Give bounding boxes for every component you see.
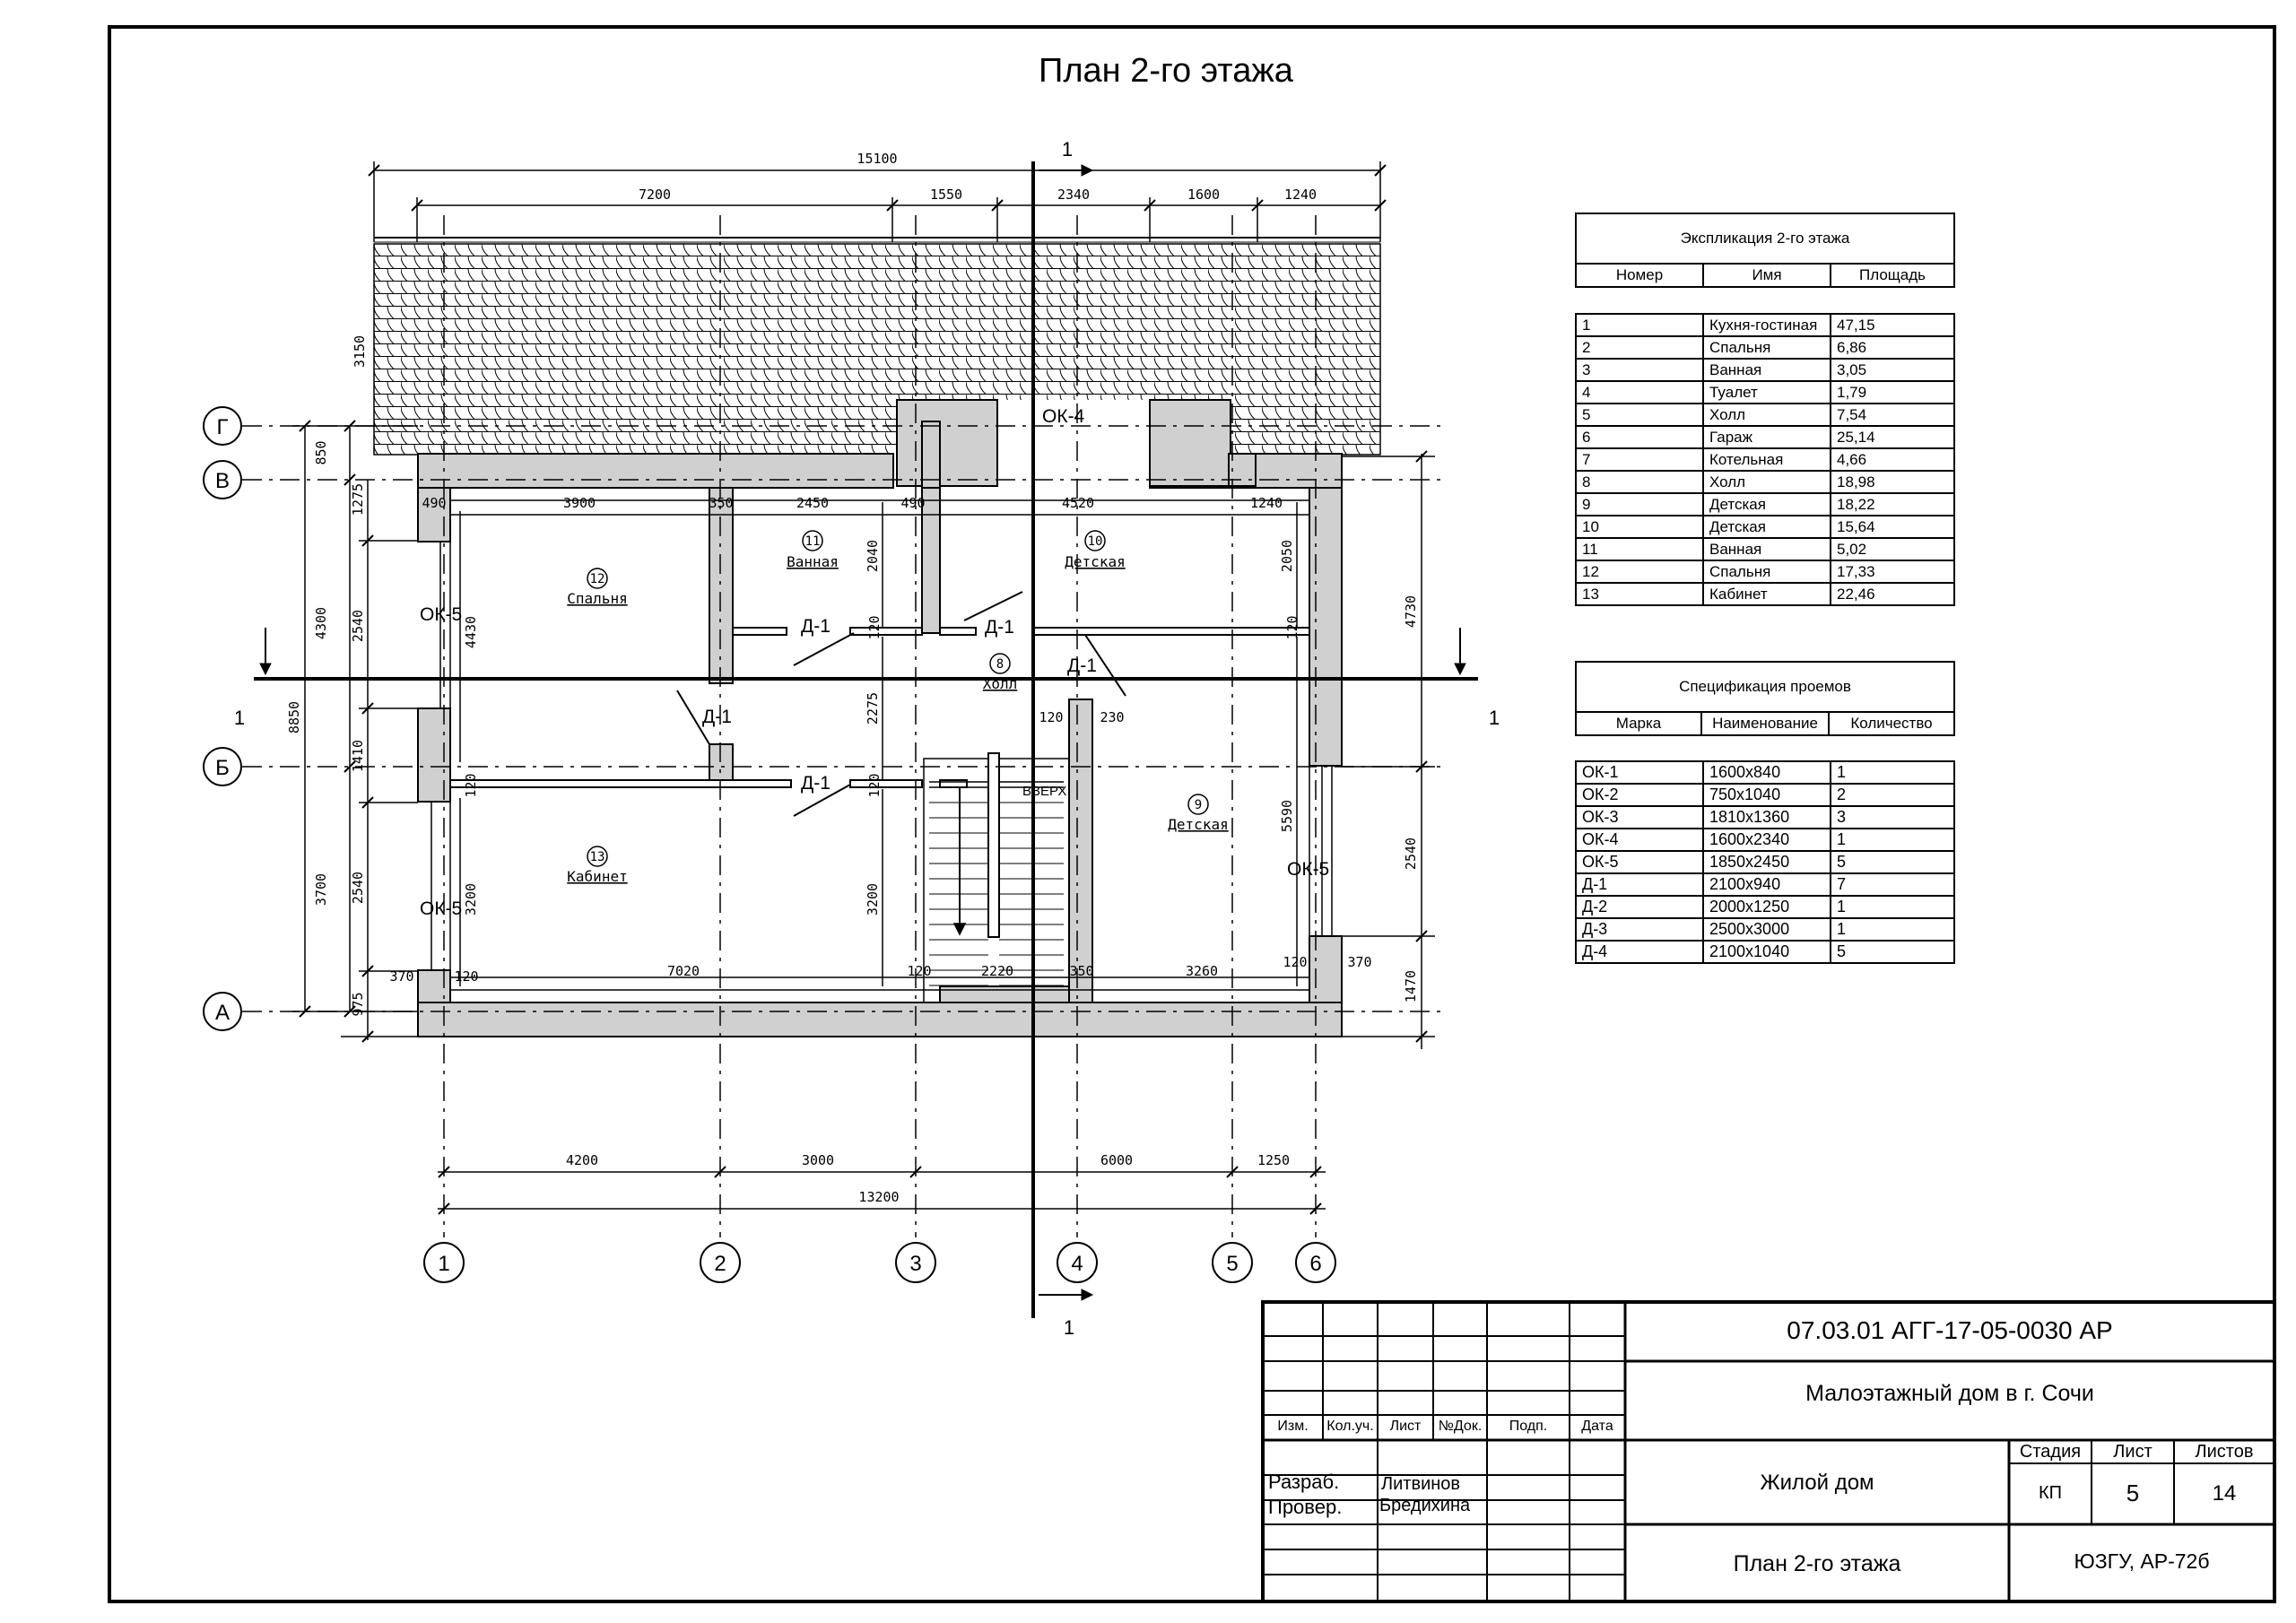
cell-area: 3,05: [1831, 359, 1954, 381]
dim-v-3200b: 3200: [865, 882, 881, 916]
stamp-hdr-izm: Изм.: [1277, 1419, 1309, 1434]
cell-mark: ОК-1: [1576, 761, 1703, 784]
table-row: [1576, 784, 1954, 806]
dim-top-5: 1240: [1283, 187, 1318, 203]
cell-name: Детская: [1703, 493, 1831, 516]
dim-b-370b: 370: [1347, 954, 1372, 970]
dim-230-stair: 230: [1100, 709, 1125, 725]
stamp-building: Жилой дом: [1760, 1471, 1874, 1495]
table-row: [1576, 471, 1954, 493]
explication-table: [1575, 313, 1955, 606]
section-label-top: 1: [1061, 138, 1074, 161]
table-row: [1576, 560, 1954, 583]
stamp-sheets-label: Листов: [2195, 1442, 2254, 1462]
cell-number: 6: [1576, 426, 1703, 448]
stamp-sheet-value: 5: [2126, 1480, 2140, 1506]
opening-d1-left: Д-1: [702, 707, 732, 727]
dim-top-2: 1550: [929, 187, 963, 203]
cell-area: 5,02: [1831, 538, 1954, 560]
table-row: [1576, 873, 1954, 896]
specification-title: Спецификация проемов: [1576, 662, 1954, 712]
table-row: [1576, 426, 1954, 448]
cell-mark: ОК-3: [1576, 806, 1703, 829]
opening-d1-bath: Д-1: [801, 616, 831, 637]
stamp-sheet-label: Лист: [2113, 1442, 2152, 1462]
table-row: [1576, 918, 1954, 941]
stamp-project: Малоэтажный дом в г. Сочи: [1805, 1381, 2094, 1406]
cell-area: 18,98: [1831, 471, 1954, 493]
cell-area: 4,66: [1831, 448, 1954, 471]
cell-name: Кабинет: [1703, 583, 1831, 605]
axis-label-4: 4: [1071, 1252, 1083, 1276]
axis-label-3: 3: [909, 1252, 922, 1276]
section-label-right: 1: [1488, 707, 1500, 729]
cell-name: Туалет: [1703, 381, 1831, 404]
room-name-9: Детская: [1168, 816, 1229, 833]
cell-number: 11: [1576, 538, 1703, 560]
dim-120-stair: 120: [1039, 709, 1064, 725]
room-num-13: 13: [589, 850, 605, 864]
room-name-10: Детская: [1065, 553, 1126, 570]
table-row: [1576, 359, 1954, 381]
table-row: [1576, 896, 1954, 918]
cell-qty: 5: [1831, 851, 1954, 873]
cell-size: 1600х840: [1703, 761, 1831, 784]
dim-v-120c: 120: [463, 773, 479, 798]
axis-label-a: А: [214, 1001, 230, 1025]
cell-number: 8: [1576, 471, 1703, 493]
cell-size: 750х1040: [1703, 784, 1831, 806]
stamp-hdr-podp: Подп.: [1509, 1419, 1548, 1434]
table-row: [1576, 448, 1954, 471]
cell-number: 10: [1576, 516, 1703, 538]
dim-b-120c: 120: [1283, 954, 1308, 970]
cell-name: Холл: [1703, 404, 1831, 426]
cell-area: 15,64: [1831, 516, 1954, 538]
dim-v-3200a: 3200: [463, 882, 479, 916]
dim-v-8850: 8850: [286, 700, 302, 734]
room-name-12: Спальня: [567, 590, 628, 607]
specification-header: [1575, 661, 1955, 736]
dim-v-5590: 5590: [1279, 799, 1295, 833]
cell-size: 1600х2340: [1703, 829, 1831, 851]
dim-v-2540a: 2540: [350, 609, 366, 643]
table-row: [1576, 381, 1954, 404]
dim-overall-top: 15100: [857, 151, 898, 167]
dim-v-4730: 4730: [1403, 595, 1419, 629]
opening-d1-cab: Д-1: [801, 773, 831, 794]
stamp-sheet-title: План 2-го этажа: [1733, 1551, 1901, 1576]
cell-mark: Д-1: [1576, 873, 1703, 896]
cell-area: 6,86: [1831, 336, 1954, 359]
dim-int-490a: 490: [422, 495, 447, 511]
cell-mark: Д-4: [1576, 941, 1703, 963]
room-num-11: 11: [804, 534, 821, 549]
dim-v-1410: 1410: [350, 739, 366, 773]
dim-b-7020: 7020: [666, 963, 700, 979]
dim-top-3: 2340: [1057, 187, 1091, 203]
dim-b-2220: 2220: [980, 963, 1014, 979]
cell-name: Холл: [1703, 471, 1831, 493]
cell-number: 12: [1576, 560, 1703, 583]
stamp-code: 07.03.01 АГГ-17-05-0030 АР: [1787, 1316, 2113, 1344]
axis-label-g: Г: [216, 415, 229, 439]
dim-v-4300: 4300: [313, 606, 329, 640]
axis-label-b: Б: [215, 756, 230, 780]
dim-v-975: 975: [350, 992, 366, 1017]
explication-title: Экспликация 2-го этажа: [1576, 213, 1954, 264]
opening-ok5-bottom: ОК-5: [420, 898, 463, 919]
dim-bottom-4: 1250: [1257, 1152, 1291, 1168]
dim-v-850: 850: [313, 440, 329, 465]
cell-number: 5: [1576, 404, 1703, 426]
cell-size: 2100х940: [1703, 873, 1831, 896]
dim-b-120a: 120: [454, 968, 479, 985]
table-row: [1576, 516, 1954, 538]
cell-mark: Д-2: [1576, 896, 1703, 918]
dim-v-120a: 120: [866, 615, 883, 640]
cell-size: 1810х1360: [1703, 806, 1831, 829]
cell-qty: 1: [1831, 896, 1954, 918]
cell-area: 1,79: [1831, 381, 1954, 404]
explication-col-area: Площадь: [1831, 264, 1954, 287]
stamp-checked-label: Провер.: [1268, 1496, 1343, 1518]
cell-area: 7,54: [1831, 404, 1954, 426]
room-num-8: 8: [996, 657, 1004, 672]
cell-size: 2000х1250: [1703, 896, 1831, 918]
dim-v-2540b: 2540: [350, 871, 366, 905]
opening-d1-child: Д-1: [985, 617, 1014, 638]
room-name-13: Кабинет: [567, 868, 628, 885]
cell-area: 17,33: [1831, 560, 1954, 583]
stamp-sheets-value: 14: [2212, 1481, 2237, 1506]
cell-size: 2500х3000: [1703, 918, 1831, 941]
cell-number: 3: [1576, 359, 1703, 381]
table-row: [1576, 404, 1954, 426]
table-row: [1576, 829, 1954, 851]
stamp-stage-label: Стадия: [2019, 1442, 2082, 1462]
dim-b-3260: 3260: [1185, 963, 1219, 979]
cell-number: 2: [1576, 336, 1703, 359]
cell-qty: 1: [1831, 761, 1954, 784]
stamp-developed-label: Разраб.: [1268, 1471, 1340, 1493]
axis-label-1: 1: [438, 1252, 450, 1276]
dim-b-370a: 370: [389, 968, 414, 985]
cell-number: 1: [1576, 314, 1703, 336]
dim-int-4520: 4520: [1061, 495, 1095, 511]
specification-table: [1575, 760, 1955, 964]
dim-v-4430: 4430: [463, 615, 479, 649]
cell-size: 2100х1040: [1703, 941, 1831, 963]
dim-v-120d: 120: [866, 773, 883, 798]
opening-d1-hall: Д-1: [1067, 655, 1097, 676]
spec-col-mark: Марка: [1576, 712, 1701, 735]
cell-qty: 5: [1831, 941, 1954, 963]
cell-qty: 1: [1831, 829, 1954, 851]
explication-col-number: Номер: [1576, 264, 1703, 287]
dim-overall-bottom: 13200: [858, 1189, 900, 1205]
cell-area: 25,14: [1831, 426, 1954, 448]
dim-top-4: 1600: [1187, 187, 1221, 203]
axis-label-6: 6: [1309, 1252, 1322, 1276]
spec-col-qty: Количество: [1829, 712, 1954, 735]
stamp-hdr-data: Дата: [1581, 1419, 1613, 1434]
cell-area: 22,46: [1831, 583, 1954, 605]
cell-qty: 1: [1831, 918, 1954, 941]
spec-col-name: Наименование: [1701, 712, 1829, 735]
table-row: [1576, 314, 1954, 336]
room-name-8: Холл: [982, 675, 1018, 692]
dim-int-350a: 350: [709, 495, 734, 511]
cell-number: 7: [1576, 448, 1703, 471]
cell-number: 9: [1576, 493, 1703, 516]
section-label-bottom: 1: [1063, 1316, 1075, 1339]
stamp-hdr-list: Лист: [1389, 1419, 1422, 1434]
dim-v-1470: 1470: [1403, 969, 1419, 1003]
cell-mark: ОК-5: [1576, 851, 1703, 873]
opening-ok5-top: ОК-5: [420, 604, 463, 625]
cell-mark: ОК-2: [1576, 784, 1703, 806]
dim-v-2275: 2275: [865, 691, 881, 725]
stamp-checked-name: Бредихина: [1379, 1496, 1471, 1515]
dim-b-120b: 120: [907, 963, 932, 979]
dim-v-2040: 2040: [865, 539, 881, 573]
dim-b-350: 350: [1069, 963, 1094, 979]
page-title: План 2-го этажа: [1039, 52, 1293, 90]
dim-v-1275: 1275: [350, 482, 366, 516]
cell-name: Спальня: [1703, 336, 1831, 359]
stair-up-label: ВВЕРХ: [1022, 784, 1067, 799]
explication-col-name: Имя: [1703, 264, 1831, 287]
explication-header: [1575, 213, 1955, 288]
dim-int-1240: 1240: [1249, 495, 1283, 511]
axis-label-5: 5: [1226, 1252, 1239, 1276]
cell-area: 18,22: [1831, 493, 1954, 516]
room-name-11: Ванная: [787, 553, 839, 570]
table-row: [1576, 806, 1954, 829]
cell-name: Ванная: [1703, 538, 1831, 560]
dim-v-120b: 120: [1284, 615, 1300, 640]
dim-v-3700: 3700: [313, 872, 329, 907]
cell-name: Котельная: [1703, 448, 1831, 471]
cell-number: 4: [1576, 381, 1703, 404]
axis-label-2: 2: [714, 1252, 726, 1276]
dim-top-1: 7200: [638, 187, 672, 203]
stamp-stage-value: КП: [2038, 1483, 2063, 1503]
opening-ok4: ОК-4: [1042, 406, 1085, 427]
cell-mark: Д-3: [1576, 918, 1703, 941]
dim-bottom-1: 4200: [565, 1152, 599, 1168]
cell-qty: 2: [1831, 784, 1954, 806]
table-row: [1576, 941, 1954, 963]
dim-v-3150: 3150: [352, 334, 368, 369]
cell-area: 47,15: [1831, 314, 1954, 336]
room-num-12: 12: [589, 572, 605, 586]
room-num-9: 9: [1194, 798, 1203, 812]
axis-label-v: В: [214, 469, 230, 493]
stamp-hdr-ndoc: №Док.: [1438, 1419, 1483, 1434]
cell-mark: ОК-4: [1576, 829, 1703, 851]
dim-v-2540r: 2540: [1403, 837, 1419, 871]
cell-qty: 3: [1831, 806, 1954, 829]
dim-bottom-3: 6000: [1100, 1152, 1134, 1168]
cell-name: Детская: [1703, 516, 1831, 538]
cell-number: 13: [1576, 583, 1703, 605]
cell-size: 1850х2450: [1703, 851, 1831, 873]
cell-name: Гараж: [1703, 426, 1831, 448]
cell-name: Ванная: [1703, 359, 1831, 381]
dim-v-2050: 2050: [1279, 539, 1295, 573]
dim-int-3900: 3900: [562, 495, 596, 511]
dim-bottom-2: 3000: [801, 1152, 835, 1168]
room-num-10: 10: [1087, 534, 1103, 549]
table-row: [1576, 538, 1954, 560]
table-row: [1576, 761, 1954, 784]
table-row: [1576, 493, 1954, 516]
section-label-left: 1: [233, 707, 246, 729]
cell-name: Спальня: [1703, 560, 1831, 583]
dim-int-2450: 2450: [796, 495, 830, 511]
cell-qty: 7: [1831, 873, 1954, 896]
stamp-developed-name: Литвинов: [1381, 1474, 1461, 1494]
table-row: [1576, 583, 1954, 605]
stamp-org: ЮЗГУ, АР-72б: [2074, 1549, 2210, 1573]
opening-ok5-right: ОК-5: [1287, 859, 1330, 880]
table-row: [1576, 851, 1954, 873]
cell-name: Кухня-гостиная: [1703, 314, 1831, 336]
stamp-hdr-koluch: Кол.уч.: [1326, 1419, 1374, 1434]
dim-int-490b: 490: [900, 495, 926, 511]
table-row: [1576, 336, 1954, 359]
